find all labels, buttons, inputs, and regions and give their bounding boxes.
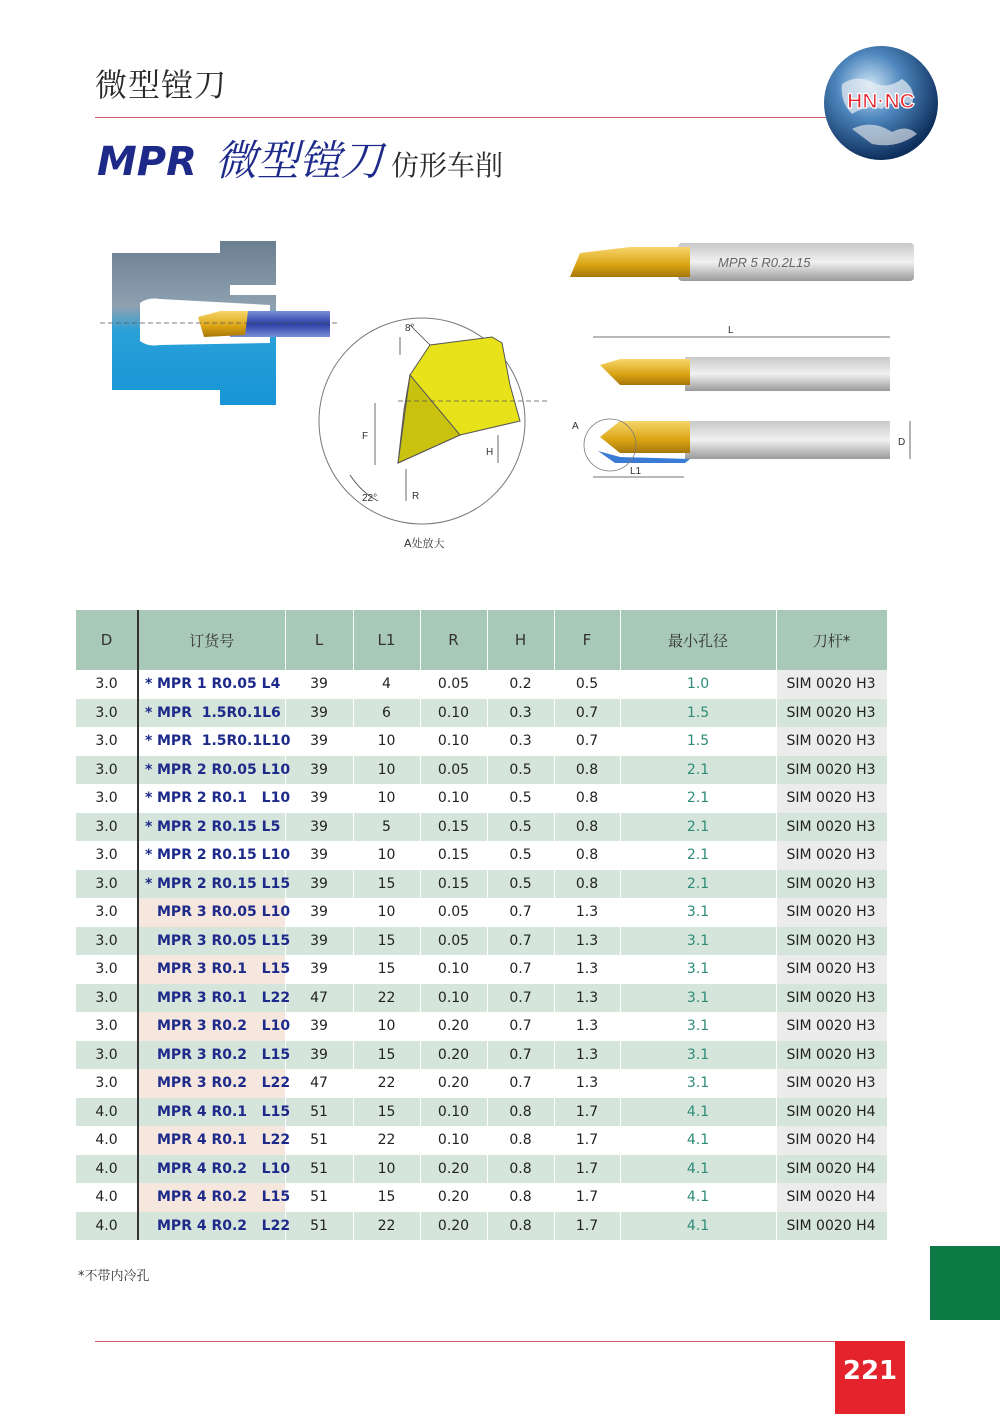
order-number-text: MPR 3 R0.2 L10 <box>157 1018 291 1035</box>
order-number-text: MPR 4 R0.2 L10 <box>157 1160 291 1177</box>
header-r: R <box>420 610 487 670</box>
section-title: 微型镗刀 <box>95 66 228 104</box>
cell-l: 39 <box>285 870 353 899</box>
cell-h: 0.5 <box>487 784 554 813</box>
cell-holder: SIM 0020 H3 <box>776 1041 887 1070</box>
cell-l1: 6 <box>353 699 420 728</box>
order-number-text: MPR 1 R0.05 L4 <box>157 676 281 693</box>
cell-l: 39 <box>285 670 353 699</box>
order-number-text: MPR 3 R0.2 L22 <box>157 1075 291 1092</box>
cell-l1: 10 <box>353 1155 420 1184</box>
cell-l1: 15 <box>353 927 420 956</box>
table-row <box>76 1041 887 1070</box>
cell-f: 1.7 <box>554 1098 620 1127</box>
cell-l1: 10 <box>353 841 420 870</box>
cell-order-number <box>138 841 291 870</box>
cell-min-bore: 3.1 <box>620 1069 776 1098</box>
cell-d: 4.0 <box>76 1126 138 1155</box>
cell-order-number <box>138 1098 291 1127</box>
cell-d: 3.0 <box>76 841 138 870</box>
no-coolant-marker: * <box>145 875 153 892</box>
header-min-bore: 最小孔径 <box>620 610 776 670</box>
cell-order-number <box>138 756 291 785</box>
table-row <box>76 1212 887 1241</box>
specification-table <box>76 610 888 1240</box>
detail-a-label: A <box>572 421 579 432</box>
cell-f: 0.8 <box>554 813 620 842</box>
cell-l1: 10 <box>353 756 420 785</box>
cell-holder: SIM 0020 H3 <box>776 784 887 813</box>
header-f: F <box>554 610 620 670</box>
radius-r-label: R <box>412 491 420 502</box>
table-row <box>76 927 887 956</box>
zoom-detail <box>319 318 550 550</box>
table-row <box>76 841 887 870</box>
cell-r: 0.10 <box>420 784 487 813</box>
cell-l1: 15 <box>353 1041 420 1070</box>
cell-min-bore: 3.1 <box>620 984 776 1013</box>
cell-l1: 22 <box>353 984 420 1013</box>
cell-f: 0.8 <box>554 841 620 870</box>
zoom-caption: A处放大 <box>404 537 445 550</box>
dimension-l-label: L <box>728 325 734 336</box>
cell-h: 0.7 <box>487 984 554 1013</box>
table-row <box>76 898 887 927</box>
cell-holder: SIM 0020 H4 <box>776 1212 887 1241</box>
cell-min-bore: 2.1 <box>620 870 776 899</box>
cell-min-bore: 4.1 <box>620 1183 776 1212</box>
table-row <box>76 1155 887 1184</box>
order-number-text: MPR 1.5R0.1L6 <box>157 704 281 721</box>
cell-l1: 10 <box>353 898 420 927</box>
cell-l: 39 <box>285 756 353 785</box>
order-number-text: MPR 2 R0.05 L10 <box>157 761 291 778</box>
cell-d: 3.0 <box>76 1069 138 1098</box>
tool-diagram <box>100 225 920 565</box>
no-coolant-marker: * <box>145 676 153 693</box>
cell-l: 39 <box>285 727 353 756</box>
cell-d: 3.0 <box>76 727 138 756</box>
cell-holder: SIM 0020 H3 <box>776 955 887 984</box>
cell-l1: 10 <box>353 1012 420 1041</box>
header-l1: L1 <box>353 610 420 670</box>
cell-l1: 15 <box>353 1098 420 1127</box>
cell-h: 0.7 <box>487 898 554 927</box>
cell-d: 3.0 <box>76 870 138 899</box>
cell-holder: SIM 0020 H3 <box>776 727 887 756</box>
cell-l: 39 <box>285 955 353 984</box>
order-number-text: MPR 2 R0.15 L5 <box>157 818 281 835</box>
tool-marking: MPR 5 R0.2L15 <box>718 255 811 270</box>
cell-r: 0.20 <box>420 1212 487 1241</box>
dimension-d-label: D <box>898 437 906 448</box>
cell-f: 1.3 <box>554 927 620 956</box>
cell-l: 39 <box>285 784 353 813</box>
cell-holder: SIM 0020 H3 <box>776 1012 887 1041</box>
cell-holder: SIM 0020 H3 <box>776 927 887 956</box>
cell-d: 3.0 <box>76 1012 138 1041</box>
cell-r: 0.05 <box>420 756 487 785</box>
cell-min-bore: 1.0 <box>620 670 776 699</box>
cell-r: 0.20 <box>420 1155 487 1184</box>
cell-min-bore: 2.1 <box>620 756 776 785</box>
cell-h: 0.8 <box>487 1155 554 1184</box>
cell-f: 1.3 <box>554 955 620 984</box>
cell-f: 1.3 <box>554 1012 620 1041</box>
cell-min-bore: 3.1 <box>620 927 776 956</box>
order-number-text: MPR 4 R0.1 L22 <box>157 1132 291 1149</box>
dimension-h-label: H <box>486 447 494 458</box>
table-row <box>76 1126 887 1155</box>
header-d: D <box>76 610 138 670</box>
order-number-text: MPR 3 R0.05 L15 <box>157 932 291 949</box>
cell-holder: SIM 0020 H3 <box>776 984 887 1013</box>
cell-r: 0.05 <box>420 898 487 927</box>
order-number-text: MPR 3 R0.1 L15 <box>157 961 291 978</box>
cell-order-number <box>138 1183 291 1212</box>
cell-f: 1.3 <box>554 984 620 1013</box>
cell-r: 0.10 <box>420 984 487 1013</box>
angle-top-label: 8° <box>405 323 415 334</box>
footer-divider <box>95 1341 835 1342</box>
cell-d: 4.0 <box>76 1155 138 1184</box>
header-h: H <box>487 610 554 670</box>
cell-holder: SIM 0020 H4 <box>776 1098 887 1127</box>
brand-logo <box>822 44 940 162</box>
table-row <box>76 1183 887 1212</box>
header-divider <box>95 117 915 118</box>
cell-holder: SIM 0020 H3 <box>776 699 887 728</box>
cell-l: 51 <box>285 1212 353 1241</box>
cell-r: 0.20 <box>420 1183 487 1212</box>
cell-h: 0.7 <box>487 927 554 956</box>
table-row <box>76 699 887 728</box>
cell-l: 39 <box>285 699 353 728</box>
cell-r: 0.15 <box>420 813 487 842</box>
no-coolant-marker: * <box>145 790 153 807</box>
cell-h: 0.8 <box>487 1212 554 1241</box>
cell-min-bore: 3.1 <box>620 898 776 927</box>
tool-bottom-view <box>572 419 910 477</box>
cell-holder: SIM 0020 H3 <box>776 898 887 927</box>
cell-holder: SIM 0020 H3 <box>776 756 887 785</box>
cell-l1: 15 <box>353 870 420 899</box>
cell-d: 3.0 <box>76 813 138 842</box>
no-coolant-marker: * <box>145 733 153 750</box>
cell-l1: 15 <box>353 955 420 984</box>
cell-f: 1.3 <box>554 1069 620 1098</box>
page-number: 221 <box>835 1341 905 1414</box>
cell-d: 3.0 <box>76 927 138 956</box>
cell-r: 0.10 <box>420 699 487 728</box>
cell-l: 51 <box>285 1183 353 1212</box>
cell-l1: 22 <box>353 1126 420 1155</box>
section-tab <box>930 1246 1000 1320</box>
product-subtitle: 仿形车削 <box>390 149 503 182</box>
cell-l: 51 <box>285 1098 353 1127</box>
table-row <box>76 1098 887 1127</box>
cell-min-bore: 3.1 <box>620 1012 776 1041</box>
cell-r: 0.15 <box>420 870 487 899</box>
cell-h: 0.8 <box>487 1183 554 1212</box>
cell-f: 0.7 <box>554 727 620 756</box>
cell-r: 0.10 <box>420 955 487 984</box>
table-header-row <box>76 610 887 670</box>
order-number-text: MPR 2 R0.15 L15 <box>157 875 291 892</box>
no-coolant-marker: * <box>145 761 153 778</box>
cell-l: 39 <box>285 813 353 842</box>
cell-r: 0.15 <box>420 841 487 870</box>
order-number-text: MPR 2 R0.1 L10 <box>157 790 291 807</box>
cell-order-number <box>138 927 291 956</box>
cell-holder: SIM 0020 H3 <box>776 670 887 699</box>
workpiece-section <box>100 241 340 405</box>
cell-d: 4.0 <box>76 1212 138 1241</box>
cell-f: 1.7 <box>554 1212 620 1241</box>
cell-f: 1.3 <box>554 1041 620 1070</box>
cell-l1: 4 <box>353 670 420 699</box>
cell-holder: SIM 0020 H3 <box>776 1069 887 1098</box>
cell-holder: SIM 0020 H4 <box>776 1155 887 1184</box>
footnote: *不带内冷孔 <box>78 1269 150 1284</box>
cell-r: 0.10 <box>420 727 487 756</box>
cell-h: 0.2 <box>487 670 554 699</box>
cell-l1: 10 <box>353 784 420 813</box>
cell-l: 47 <box>285 1069 353 1098</box>
cell-l: 51 <box>285 1155 353 1184</box>
cell-holder: SIM 0020 H4 <box>776 1183 887 1212</box>
cell-f: 0.8 <box>554 756 620 785</box>
cell-min-bore: 2.1 <box>620 784 776 813</box>
order-number-text: MPR 4 R0.2 L15 <box>157 1189 291 1206</box>
cell-h: 0.5 <box>487 841 554 870</box>
table-row <box>76 756 887 785</box>
cell-l: 39 <box>285 927 353 956</box>
cell-h: 0.5 <box>487 756 554 785</box>
cell-order-number <box>138 1041 291 1070</box>
header-l: L <box>285 610 353 670</box>
cell-holder: SIM 0020 H4 <box>776 1126 887 1155</box>
cell-f: 1.7 <box>554 1126 620 1155</box>
cell-d: 3.0 <box>76 784 138 813</box>
cell-min-bore: 3.1 <box>620 955 776 984</box>
table-row <box>76 727 887 756</box>
cell-d: 3.0 <box>76 984 138 1013</box>
cell-f: 0.7 <box>554 699 620 728</box>
header-order-number: 订货号 <box>138 610 285 670</box>
cell-h: 0.3 <box>487 699 554 728</box>
cell-d: 3.0 <box>76 699 138 728</box>
cell-order-number <box>138 1155 291 1184</box>
cell-l1: 5 <box>353 813 420 842</box>
cell-holder: SIM 0020 H3 <box>776 870 887 899</box>
cell-order-number <box>138 699 285 728</box>
cell-order-number <box>138 727 291 756</box>
order-number-text: MPR 2 R0.15 L10 <box>157 847 291 864</box>
cell-r: 0.10 <box>420 1098 487 1127</box>
cell-min-bore: 4.1 <box>620 1126 776 1155</box>
no-coolant-marker: * <box>145 847 153 864</box>
cell-r: 0.10 <box>420 1126 487 1155</box>
cell-holder: SIM 0020 H3 <box>776 813 887 842</box>
cell-h: 0.7 <box>487 955 554 984</box>
cell-l: 51 <box>285 1126 353 1155</box>
cell-r: 0.20 <box>420 1012 487 1041</box>
cell-l1: 22 <box>353 1069 420 1098</box>
cell-l: 39 <box>285 1041 353 1070</box>
cell-order-number <box>138 1012 291 1041</box>
cell-order-number <box>138 898 291 927</box>
header-holder: 刀杆* <box>776 610 887 670</box>
cell-l1: 10 <box>353 727 420 756</box>
cell-order-number <box>138 955 291 984</box>
table-row <box>76 984 887 1013</box>
cell-f: 1.3 <box>554 898 620 927</box>
order-number-text: MPR 3 R0.05 L10 <box>157 904 291 921</box>
cell-f: 0.8 <box>554 784 620 813</box>
order-number-text: MPR 4 R0.1 L15 <box>157 1103 291 1120</box>
cell-l: 39 <box>285 1012 353 1041</box>
cell-d: 3.0 <box>76 898 138 927</box>
cell-order-number <box>138 1126 291 1155</box>
cell-min-bore: 4.1 <box>620 1098 776 1127</box>
cell-f: 1.7 <box>554 1155 620 1184</box>
table-body <box>76 670 887 1240</box>
dimension-f-label: F <box>362 431 369 442</box>
cell-holder: SIM 0020 H3 <box>776 841 887 870</box>
cell-l: 47 <box>285 984 353 1013</box>
cell-min-bore: 1.5 <box>620 699 776 728</box>
cell-h: 0.7 <box>487 1069 554 1098</box>
cell-d: 3.0 <box>76 756 138 785</box>
table-row <box>76 870 887 899</box>
cell-order-number <box>138 1069 291 1098</box>
cell-d: 3.0 <box>76 1041 138 1070</box>
cell-min-bore: 1.5 <box>620 727 776 756</box>
order-number-text: MPR 3 R0.1 L22 <box>157 989 291 1006</box>
product-name: 微型镗刀 <box>214 136 383 185</box>
tool-photo <box>570 243 914 281</box>
cell-f: 1.7 <box>554 1183 620 1212</box>
cell-min-bore: 2.1 <box>620 841 776 870</box>
product-title <box>97 128 503 188</box>
order-number-text: MPR 1.5R0.1L10 <box>157 733 291 750</box>
cell-l: 39 <box>285 898 353 927</box>
product-code: MPR <box>97 139 197 185</box>
cell-order-number <box>138 670 285 699</box>
table-row <box>76 670 887 699</box>
cell-d: 4.0 <box>76 1183 138 1212</box>
cell-h: 0.7 <box>487 1012 554 1041</box>
order-number-text: MPR 3 R0.2 L15 <box>157 1046 291 1063</box>
no-coolant-marker: * <box>145 704 153 721</box>
cell-min-bore: 4.1 <box>620 1212 776 1241</box>
table-row <box>76 1069 887 1098</box>
tool-side-view <box>593 325 890 391</box>
cell-h: 0.8 <box>487 1126 554 1155</box>
logo-text: HN·NC <box>847 90 915 113</box>
cell-r: 0.20 <box>420 1041 487 1070</box>
cell-order-number <box>138 813 285 842</box>
cell-h: 0.3 <box>487 727 554 756</box>
cell-d: 3.0 <box>76 670 138 699</box>
cell-order-number <box>138 784 291 813</box>
cell-l: 39 <box>285 841 353 870</box>
cell-min-bore: 4.1 <box>620 1155 776 1184</box>
cell-min-bore: 3.1 <box>620 1041 776 1070</box>
cell-f: 0.8 <box>554 870 620 899</box>
table-row <box>76 1012 887 1041</box>
table-row <box>76 955 887 984</box>
cell-h: 0.5 <box>487 813 554 842</box>
table-row <box>76 784 887 813</box>
cell-f: 0.5 <box>554 670 620 699</box>
table-row <box>76 813 887 842</box>
cell-h: 0.5 <box>487 870 554 899</box>
cell-order-number <box>138 1212 291 1241</box>
no-coolant-marker: * <box>145 818 153 835</box>
cell-r: 0.05 <box>420 670 487 699</box>
order-number-text: MPR 4 R0.2 L22 <box>157 1217 291 1234</box>
cell-h: 0.7 <box>487 1041 554 1070</box>
cell-l1: 15 <box>353 1183 420 1212</box>
cell-l1: 22 <box>353 1212 420 1241</box>
cell-h: 0.8 <box>487 1098 554 1127</box>
cell-d: 3.0 <box>76 955 138 984</box>
cell-min-bore: 2.1 <box>620 813 776 842</box>
cell-r: 0.05 <box>420 927 487 956</box>
cell-r: 0.20 <box>420 1069 487 1098</box>
dimension-l1-label: L1 <box>630 466 642 477</box>
angle-bottom-label: 22° <box>362 493 378 504</box>
cell-order-number <box>138 984 291 1013</box>
cell-d: 4.0 <box>76 1098 138 1127</box>
cell-order-number <box>138 870 291 899</box>
